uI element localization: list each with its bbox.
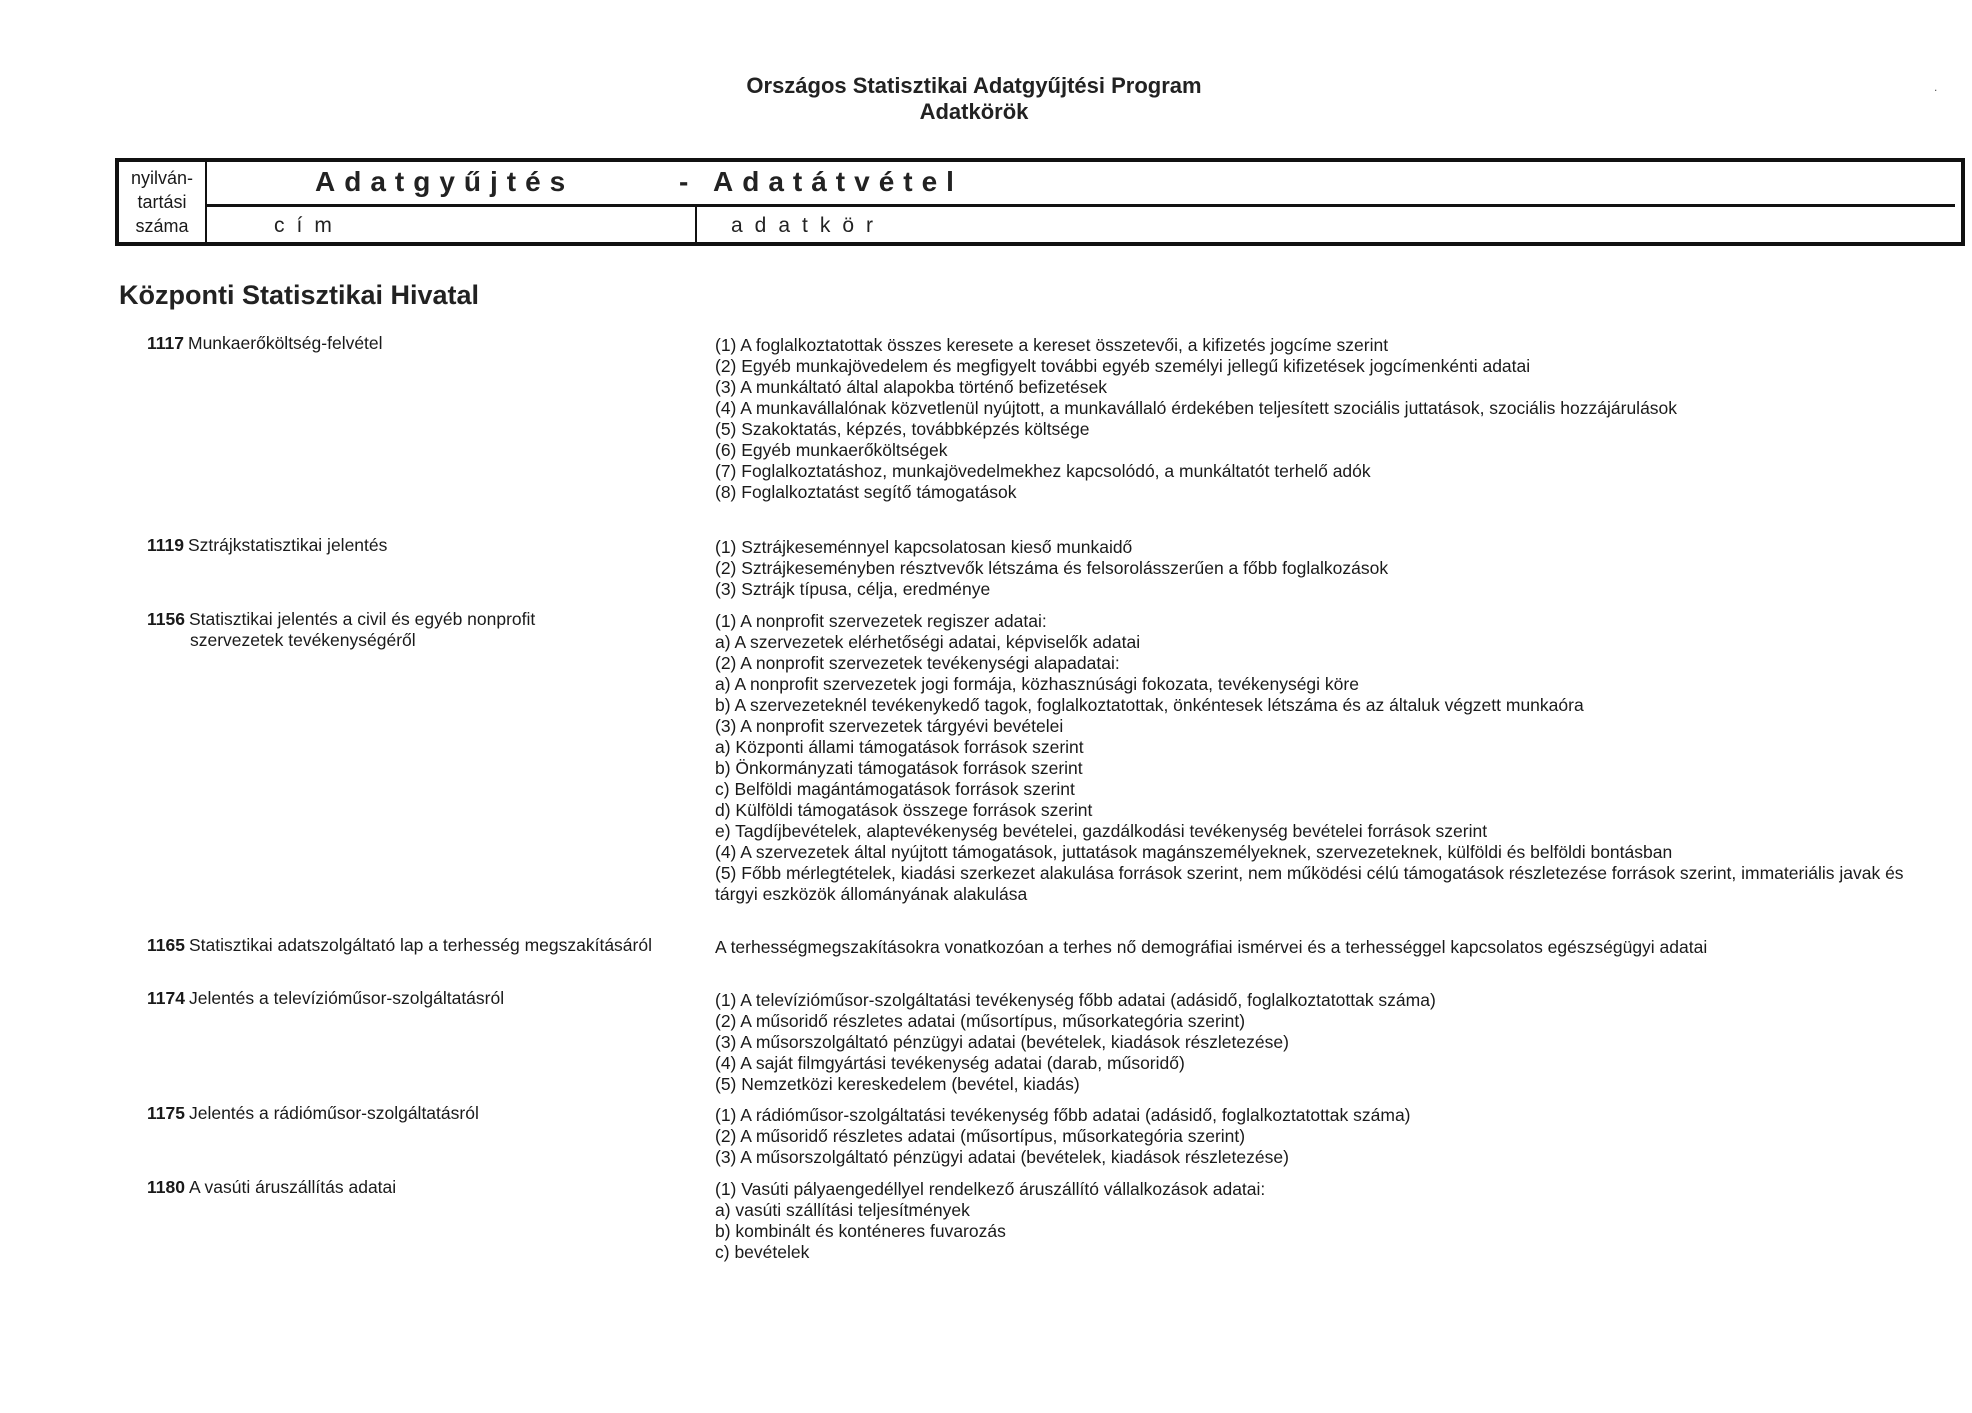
entry-data-scope — [715, 990, 1915, 1095]
document-title — [0, 73, 1972, 125]
entry-title — [147, 333, 687, 354]
entry-number: 1175 — [147, 1103, 185, 1123]
registry-header-line: tartási — [137, 192, 187, 212]
entry-title-line: A vasúti áruszállítás adatai — [188, 1177, 397, 1197]
data-item: (8) Foglalkoztatást segítő támogatások — [715, 482, 1017, 502]
header-divider-vertical — [695, 207, 697, 242]
section-title: Központi Statisztikai Hivatal — [119, 280, 480, 310]
data-item: (3) A munkáltató által alapokba történő befizetések — [715, 377, 1108, 397]
data-item: (7) Foglalkoztatáshoz, munkajövedelmekhez kapcsolódó, a munkáltatót terhelő adók — [715, 461, 1371, 481]
data-item: (4) A saját filmgyártási tevékenység adatai (darab, műsoridő) — [715, 1053, 1185, 1073]
data-item: (2) Egyéb munkajövedelem és megfigyelt további egyéb személyi jellegű kifizetések jogcímenkénti adatai — [715, 356, 1531, 376]
data-item: (3) Sztrájk típusa, célja, eredménye — [715, 579, 991, 599]
data-item: (3) A nonprofit szervezetek tárgyévi bevételei — [715, 716, 1064, 736]
data-item: (5) Főbb mérlegtételek, kiadási szerkezet alakulása források szerint, nem működési célú támogatások részletezése források szerint, immateriális javak és tárgyi eszközök állományának alakulása — [715, 863, 1904, 904]
data-item: c) bevételek — [715, 1242, 810, 1262]
entry-title — [147, 1103, 687, 1124]
data-item: (5) Nemzetközi kereskedelem (bevétel, kiadás) — [715, 1074, 1080, 1094]
data-item: (2) A nonprofit szervezetek tevékenységi alapadatai: — [715, 653, 1120, 673]
data-item: A terhességmegszakításokra vonatkozóan a terhes nő demográfiai ismérvei és a terhességgel kapcsolatos egészségügyi adatai — [715, 937, 1708, 957]
data-item: a) vasúti szállítási teljesítmények — [715, 1200, 970, 1220]
entry-data-scope — [715, 1105, 1915, 1168]
data-item: (5) Szakoktatás, képzés, továbbképzés költsége — [715, 419, 1090, 439]
data-item: e) Tagdíjbevételek, alaptevékenység bevételei, gazdálkodási tevékenység bevételei források szerint — [715, 821, 1488, 841]
data-item: d) Külföldi támogatások összege források szerint — [715, 800, 1093, 820]
data-item: (3) A műsorszolgáltató pénzügyi adatai (bevételek, kiadások részletezése) — [715, 1147, 1289, 1167]
entry-title-line: Jelentés a rádióműsor-szolgáltatásról — [188, 1103, 479, 1123]
entry-number: 1180 — [147, 1177, 185, 1197]
entry-title-line: Statisztikai adatszolgáltató lap a terhesség megszakításáról — [188, 935, 652, 955]
header-data-collection: Adatgyűjtés — [315, 166, 575, 197]
data-item: (4) A szervezetek által nyújtott támogatások, juttatások magánszemélyeknek, szervezeteknek, külföldi és belföldi bontásban — [715, 842, 1673, 862]
data-item: b) A szervezeteknél tevékenykedő tagok, foglalkoztatottak, önkéntesek létszáma és az általuk végzett munkaóra — [715, 695, 1584, 715]
entry-number: 1117 — [147, 333, 184, 353]
entry-data-scope — [715, 611, 1915, 905]
data-item: (2) A műsoridő részletes adatai (műsortípus, műsorkategória szerint) — [715, 1011, 1246, 1031]
entry-title-line: Sztrájkstatisztikai jelentés — [188, 535, 388, 555]
entry-data-scope — [715, 335, 1915, 503]
column-header-box — [115, 158, 1965, 246]
entry-title-line: Munkaerőköltség-felvétel — [188, 333, 383, 353]
entry-title — [147, 988, 687, 1009]
entry-number: 1119 — [147, 535, 184, 555]
data-item: b) Önkormányzati támogatások források szerint — [715, 758, 1083, 778]
header-dash: - — [679, 166, 689, 197]
registry-header-line: száma — [135, 216, 189, 236]
data-item: (4) A munkavállalónak közvetlenül nyújtott, a munkavállaló érdekében teljesített szociális juttatások, szociális hozzájárulások — [715, 398, 1678, 418]
corner-mark: . — [1934, 80, 1938, 94]
data-item: (1) A nonprofit szervezetek regiszer adatai: — [715, 611, 1047, 631]
entry-title — [147, 935, 687, 956]
data-item: a) A nonprofit szervezetek jogi formája, közhasznúsági fokozata, tevékenységi köre — [715, 674, 1359, 694]
data-item: (1) Vasúti pályaengedéllyel rendelkező áruszállító vállalkozások adatai: — [715, 1179, 1266, 1199]
data-item: (1) Sztrájkeseménnyel kapcsolatosan kieső munkaidő — [715, 537, 1133, 557]
data-item: b) kombinált és konténeres fuvarozás — [715, 1221, 1006, 1241]
entry-number: 1174 — [147, 988, 185, 1008]
data-item: (1) A rádióműsor-szolgáltatási tevékenység főbb adatai (adásidő, foglalkoztatottak száma) — [715, 1105, 1411, 1125]
entry-title-line: Statisztikai jelentés a civil és egyéb nonprofit — [188, 609, 536, 629]
header-data-scope-column: adatkör — [731, 214, 886, 237]
entry-number: 1165 — [147, 935, 185, 955]
header-title-column: cím — [274, 214, 344, 237]
entry-data-scope — [715, 537, 1915, 600]
header-data-transfer: Adatátvétel — [713, 166, 963, 197]
registry-header-line: nyilván- — [130, 168, 194, 188]
data-item: (2) A műsoridő részletes adatai (műsortípus, műsorkategória szerint) — [715, 1126, 1246, 1146]
title-line-2: Adatkörök — [919, 99, 1029, 124]
entry-title-line: szervezetek tevékenységéről — [190, 630, 416, 650]
entry-number: 1156 — [147, 609, 185, 629]
entry-data-scope — [715, 937, 1915, 958]
entry-title-line: Jelentés a televízióműsor-szolgáltatásról — [188, 988, 505, 1008]
entry-data-scope — [715, 1179, 1915, 1263]
data-item: (2) Sztrájkeseményben résztvevők létszáma és felsorolásszerűen a főbb foglalkozások — [715, 558, 1389, 578]
entry-title — [147, 535, 687, 556]
data-item: (6) Egyéb munkaerőköltségek — [715, 440, 948, 460]
data-item: c) Belföldi magántámogatások források szerint — [715, 779, 1075, 799]
entry-title — [147, 1177, 687, 1198]
title-line-1: Országos Statisztikai Adatgyűjtési Program — [746, 73, 1202, 98]
registry-number-header — [119, 162, 207, 242]
data-item: (3) A műsorszolgáltató pénzügyi adatai (bevételek, kiadások részletezése) — [715, 1032, 1289, 1052]
header-divider-horizontal — [207, 204, 1955, 207]
entry-title — [147, 609, 687, 651]
data-item: a) A szervezetek elérhetőségi adatai, képviselők adatai — [715, 632, 1141, 652]
data-item: a) Központi állami támogatások források szerint — [715, 737, 1084, 757]
data-item: (1) A foglalkoztatottak összes keresete a kereset összetevői, a kifizetés jogcíme szerint — [715, 335, 1389, 355]
data-item: (1) A televízióműsor-szolgáltatási tevékenység főbb adatai (adásidő, foglalkoztatottak száma) — [715, 990, 1436, 1010]
